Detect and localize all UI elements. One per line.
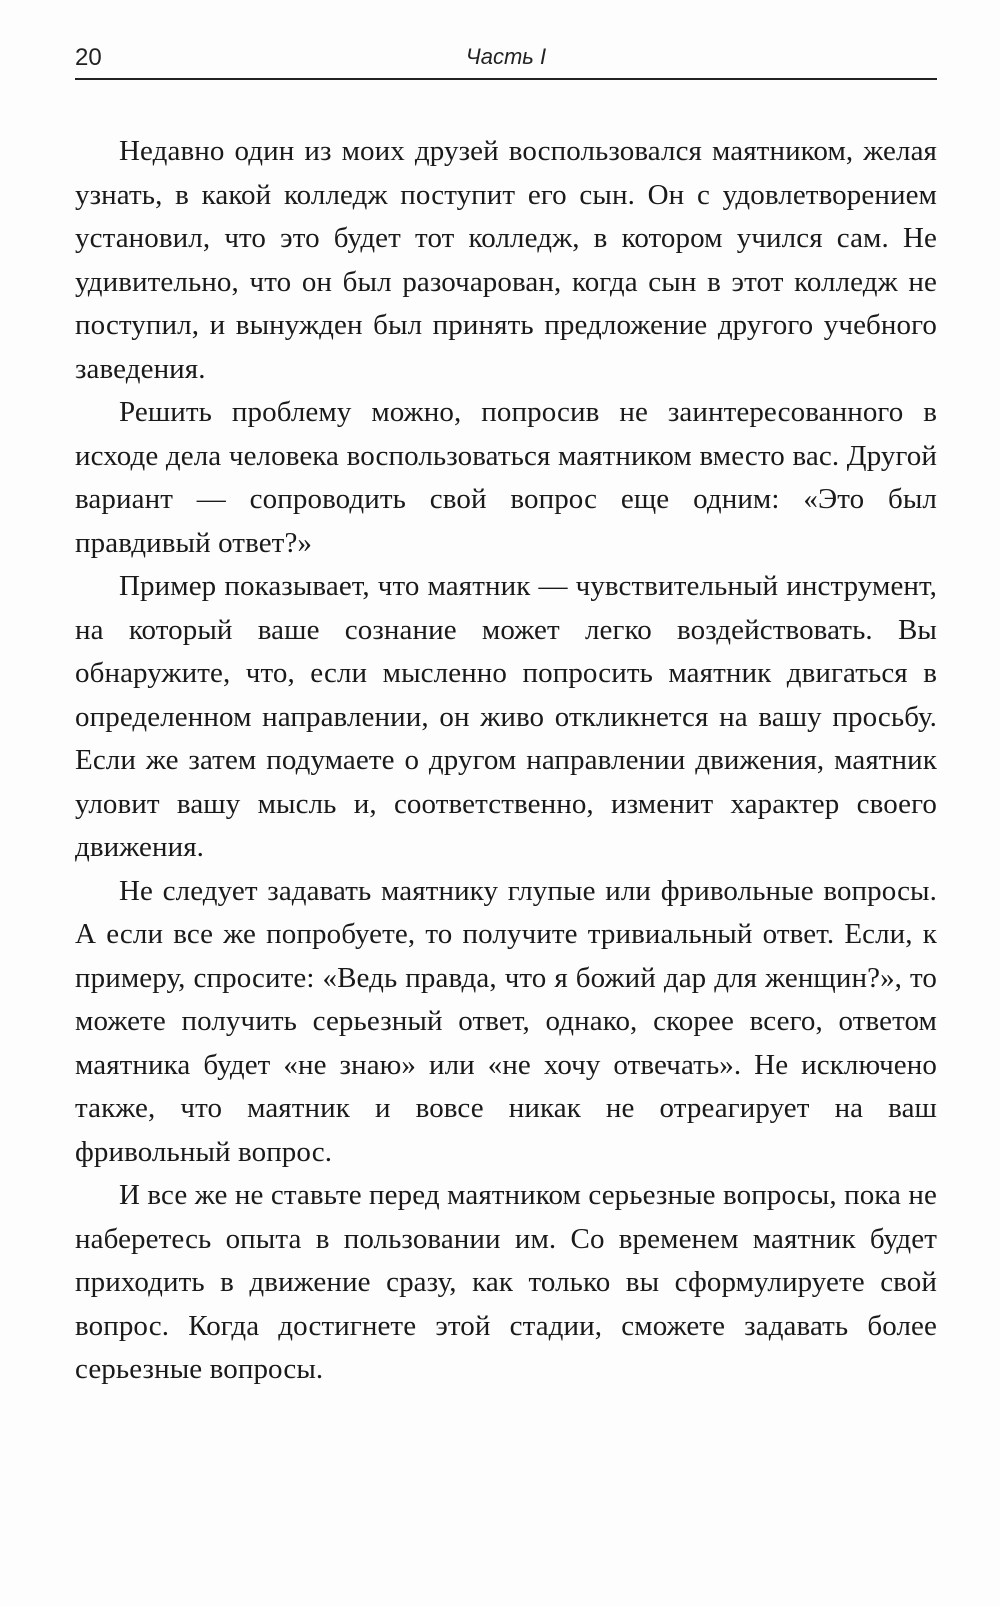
paragraph-4: Не следует задавать маятнику глупые или фривольные вопросы. А если все же попробуете, то получите тривиальный ответ. Если, к примеру, спросите: «Ведь правда, что я божий дар для женщин?», то можете получить серьезный ответ, однако, скорее всего, ответом маятника будет «не знаю» или «не хочу отвечать». Не исключено также, что маятник и вовсе никак не отреагирует на ваш фривольный вопрос. bbox=[75, 874, 937, 1168]
section-title: Часть I bbox=[465, 44, 547, 69]
paragraph-2: Решить проблему можно, попросив не заинтересованного в исходе дела человека воспользоваться маятником вместо вас. Другой вариант — сопроводить свой вопрос еще одним: «Это был правдивый ответ?» bbox=[75, 396, 937, 559]
running-head bbox=[75, 40, 937, 80]
header-rule bbox=[75, 78, 937, 80]
paragraph-1: Недавно один из моих друзей воспользовался маятником, желая узнать, в какой колледж поступит его сын. Он с удовлетворением установил, что это будет тот колледж, в котором учился сам. Не удивительно, что он был разочарован, когда сын в этот колледж не поступил, и вынужден был принять предложение другого учебного заведения. bbox=[75, 135, 937, 385]
page-number: 20 bbox=[75, 44, 102, 71]
paragraph-5: И все же не ставьте перед маятником серьезные вопросы, пока не наберетесь опыта в пользовании им. Со временем маятник будет приходить в движение сразу, как только вы сформулируете свой вопрос. Когда достигнете этой стадии, сможете задавать более серьезные вопросы. bbox=[75, 1179, 937, 1385]
body-text bbox=[75, 130, 937, 1392]
paragraph-3: Пример показывает, что маятник — чувствительный инструмент, на который ваше сознание может легко воздействовать. Вы обнаружите, что, если мысленно попросить маятник двигаться в определенном направлении, он живо откликнется на вашу просьбу. Если же затем подумаете о другом направлении движения, маятник уловит вашу мысль и, соответственно, изменит характер своего движения. bbox=[75, 570, 937, 863]
